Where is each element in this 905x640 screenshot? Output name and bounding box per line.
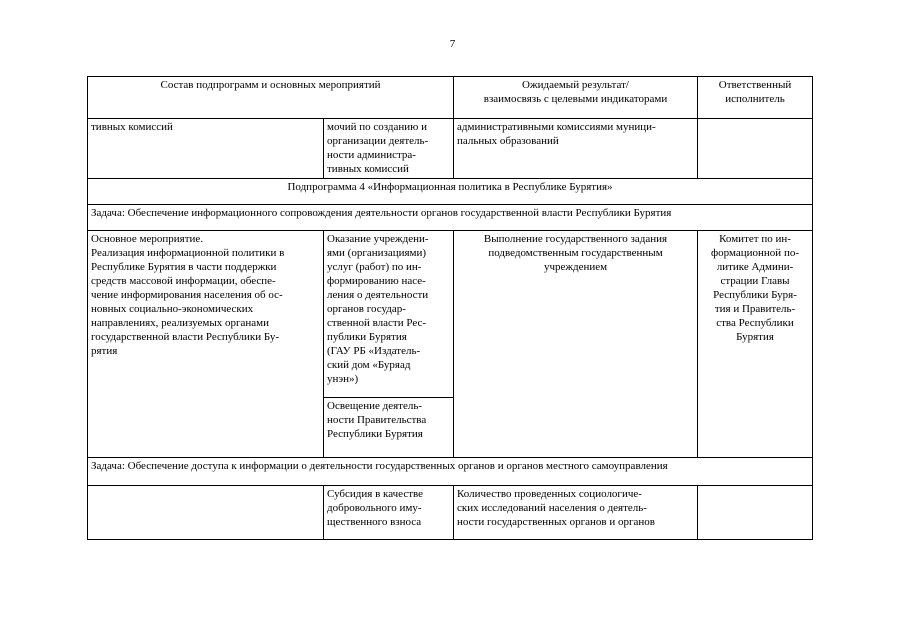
table-header-row [88,77,813,119]
measures-table [87,76,813,540]
continuation-col2: мочий по созданию и организации деятель- ности администра- тивных комиссий [324,119,454,179]
header-responsible: Ответственный исполнитель [698,77,813,119]
last-col1 [88,486,324,540]
table-row [88,119,813,179]
header-composition: Состав подпрограмм и основных мероприятий [88,77,454,119]
main-activity-responsible: Комитет по ин- формационной по- литике Админи- страции Главы Республики Буря- тия и Правитель- ства Республики Бурятия [698,231,813,458]
task-row [88,205,813,231]
continuation-col4 [698,119,813,179]
header-result: Ожидаемый результат/ взаимосвязь с целевыми индикаторами [454,77,698,119]
last-col2: Субсидия в качестве добровольного иму- щественного взноса [324,486,454,540]
subprogram-row [88,179,813,205]
subprogram-title: Подпрограмма 4 «Информационная политика в Республике Бурятия» [88,179,813,205]
main-activity-service: Оказание учреждени- ями (организациями) услуг (работ) по ин- формированию насе- ления о деятельности органов государ- ственной власти Рес- публики Бурятия (ГАУ РБ «Издатель- ский дом «Буряад унэн») [324,231,454,398]
table-row [88,486,813,540]
continuation-col1: тивных комиссий [88,119,324,179]
main-activity-result: Выполнение государственного задания подведомственным государственным учреждением [454,231,698,458]
main-activity-description: Основное мероприятие. Реализация информационной политики в Республике Бурятия в части поддержки средств массовой информации, обеспе- чение информирования населения об ос- новных социально-экономических направлениях, реализуемых органами государственной власти Республики Бу- рятия [88,231,324,458]
continuation-col3: административными комиссиями муници- пальных образований [454,119,698,179]
task-2: Задача: Обеспечение доступа к информации о деятельности государственных органов и органов местного самоуправления [88,458,813,486]
page-number: 7 [449,38,456,50]
task-row [88,458,813,486]
last-col4 [698,486,813,540]
main-activity-row [88,231,813,398]
main-activity-coverage: Освещение деятель- ности Правительства Республики Бурятия [324,398,454,458]
task-1: Задача: Обеспечение информационного сопровождения деятельности органов государственной власти Республики Бурятия [88,205,813,231]
last-col3: Количество проведенных социологиче- ских исследований населения о деятель- ности государственных органов и органов [454,486,698,540]
